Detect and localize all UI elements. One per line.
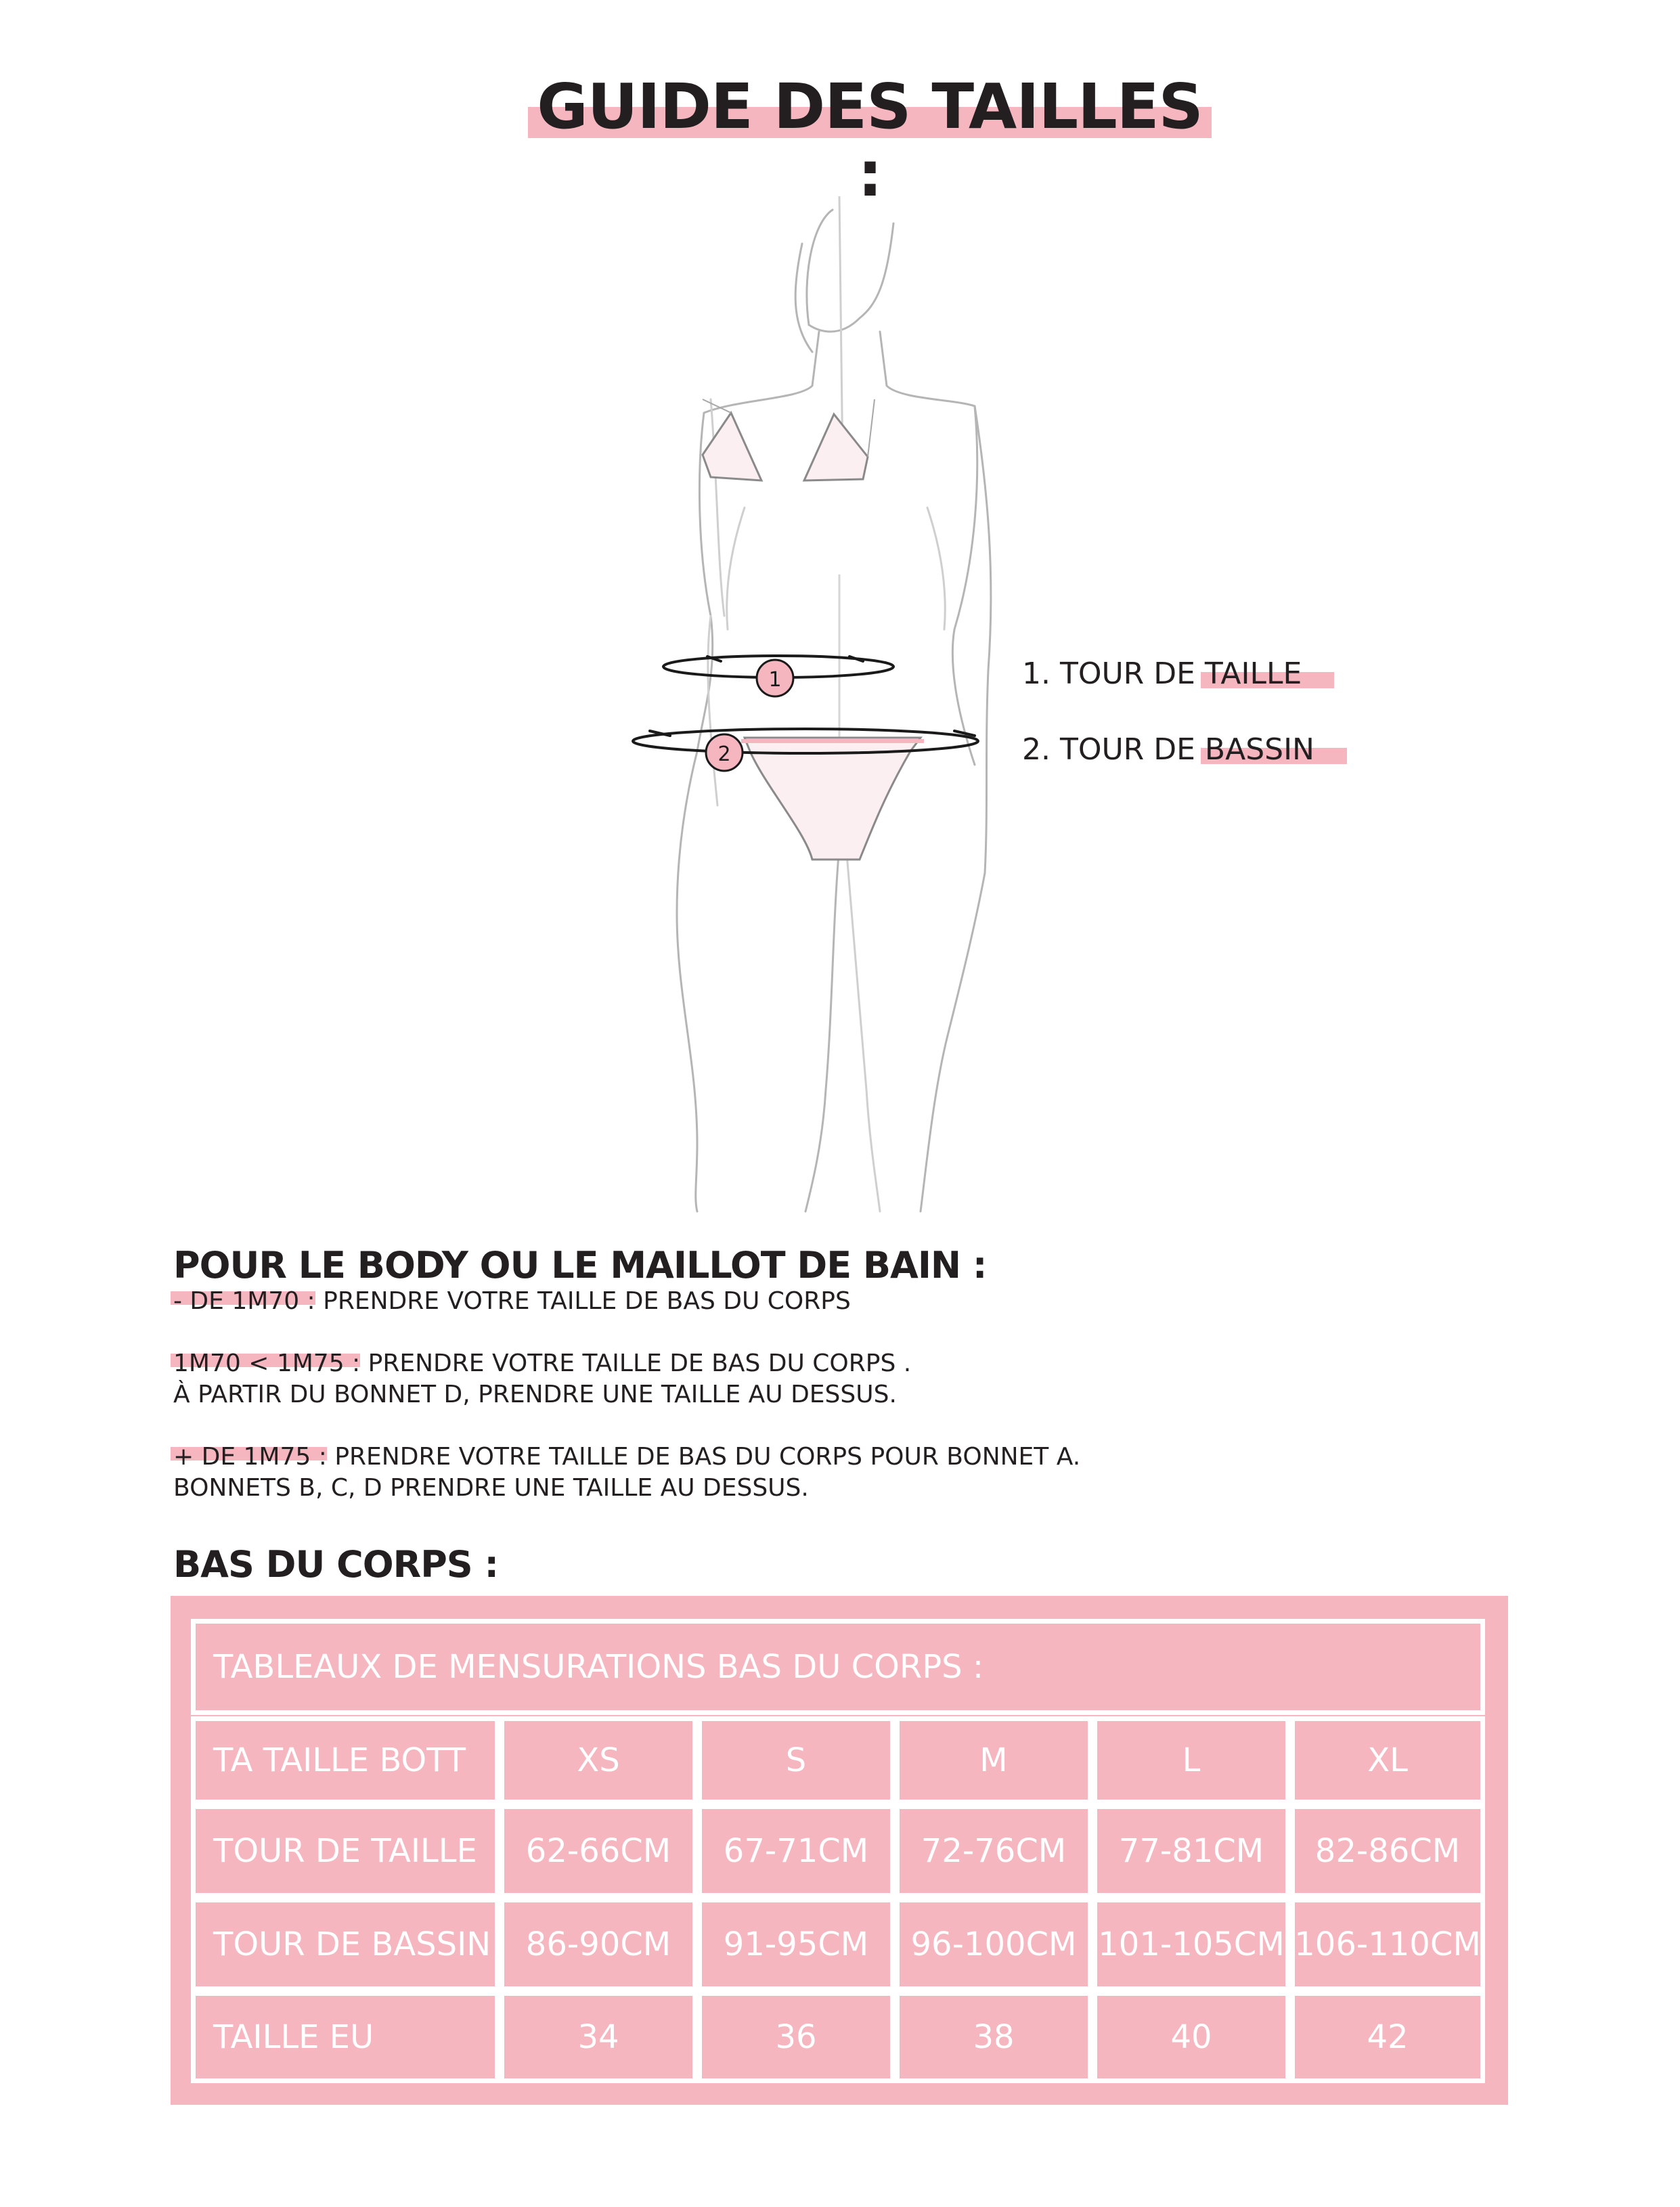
page-title: GUIDE DES TAILLES : xyxy=(537,70,1203,210)
table-caption: TABLEAUX DE MENSURATIONS BAS DU CORPS : xyxy=(191,1619,1485,1715)
table-cell: 38 xyxy=(895,1991,1092,2083)
table-cell: 82-86CM xyxy=(1290,1804,1485,1898)
rule-over-175 xyxy=(173,1442,1080,1504)
legend-waist xyxy=(1022,655,1302,693)
table-cell: 62-66CM xyxy=(500,1804,697,1898)
marker-2: 2 xyxy=(717,742,731,766)
table-cell: 40 xyxy=(1092,1991,1290,2083)
table-cell: 36 xyxy=(697,1991,895,2083)
size-table xyxy=(171,1596,1508,2105)
rule-under-170 xyxy=(173,1286,851,1317)
rule-key: - DE 1M70 : xyxy=(173,1286,315,1317)
legend-hip xyxy=(1022,731,1314,769)
table-cell: 42 xyxy=(1290,1991,1485,2083)
table-cell: 34 xyxy=(500,1991,697,2083)
legend-hip-prefix: 2. TOUR DE xyxy=(1022,732,1205,767)
rule-extra: À PARTIR DU BONNET D, PRENDRE UNE TAILLE AU DESSUS. xyxy=(173,1381,897,1408)
rule-170-175 xyxy=(173,1348,911,1410)
table-cell: 101-105CM xyxy=(1092,1898,1290,1991)
rule-key: 1M70 < 1M75 : xyxy=(173,1348,360,1379)
marker-1: 1 xyxy=(768,668,782,692)
table-cell: 77-81CM xyxy=(1092,1804,1290,1898)
rule-text: PRENDRE VOTRE TAILLE DE BAS DU CORPS xyxy=(315,1287,851,1315)
header-cell: XS xyxy=(500,1716,697,1804)
header-cell: M xyxy=(895,1716,1092,1804)
table-cell: 91-95CM xyxy=(697,1898,895,1991)
rule-extra: BONNETS B, C, D PRENDRE UNE TAILLE AU DESSUS. xyxy=(173,1474,809,1502)
legend-waist-prefix: 1. TOUR DE xyxy=(1022,656,1205,691)
rule-key: + DE 1M75 : xyxy=(173,1442,327,1473)
rule-text: PRENDRE VOTRE TAILLE DE BAS DU CORPS POUR BONNET A. xyxy=(326,1443,1081,1471)
legend-hip-word: BASSIN xyxy=(1204,732,1314,767)
bottoms-section-title: BAS DU CORPS : xyxy=(173,1543,499,1586)
header-cell: L xyxy=(1092,1716,1290,1804)
header-cell: XL xyxy=(1290,1716,1485,1804)
row-label: TAILLE EU xyxy=(191,1991,500,2083)
table-cell: 72-76CM xyxy=(895,1804,1092,1898)
table-cell: 86-90CM xyxy=(500,1898,697,1991)
row-label: TOUR DE TAILLE xyxy=(191,1804,500,1898)
rule-text: PRENDRE VOTRE TAILLE DE BAS DU CORPS . xyxy=(360,1350,912,1377)
header-cell: TA TAILLE BOTT xyxy=(191,1716,500,1804)
legend-waist-word: TAILLE xyxy=(1204,656,1302,691)
header-cell: S xyxy=(697,1716,895,1804)
table-cell: 67-71CM xyxy=(697,1804,895,1898)
table-cell: 106-110CM xyxy=(1290,1898,1485,1991)
row-label: TOUR DE BASSIN xyxy=(191,1898,500,1991)
body-section-title: POUR LE BODY OU LE MAILLOT DE BAIN : xyxy=(173,1244,987,1287)
body-figure-illustration xyxy=(609,196,1029,1218)
title-block xyxy=(528,70,1212,210)
table-cell: 96-100CM xyxy=(895,1898,1092,1991)
